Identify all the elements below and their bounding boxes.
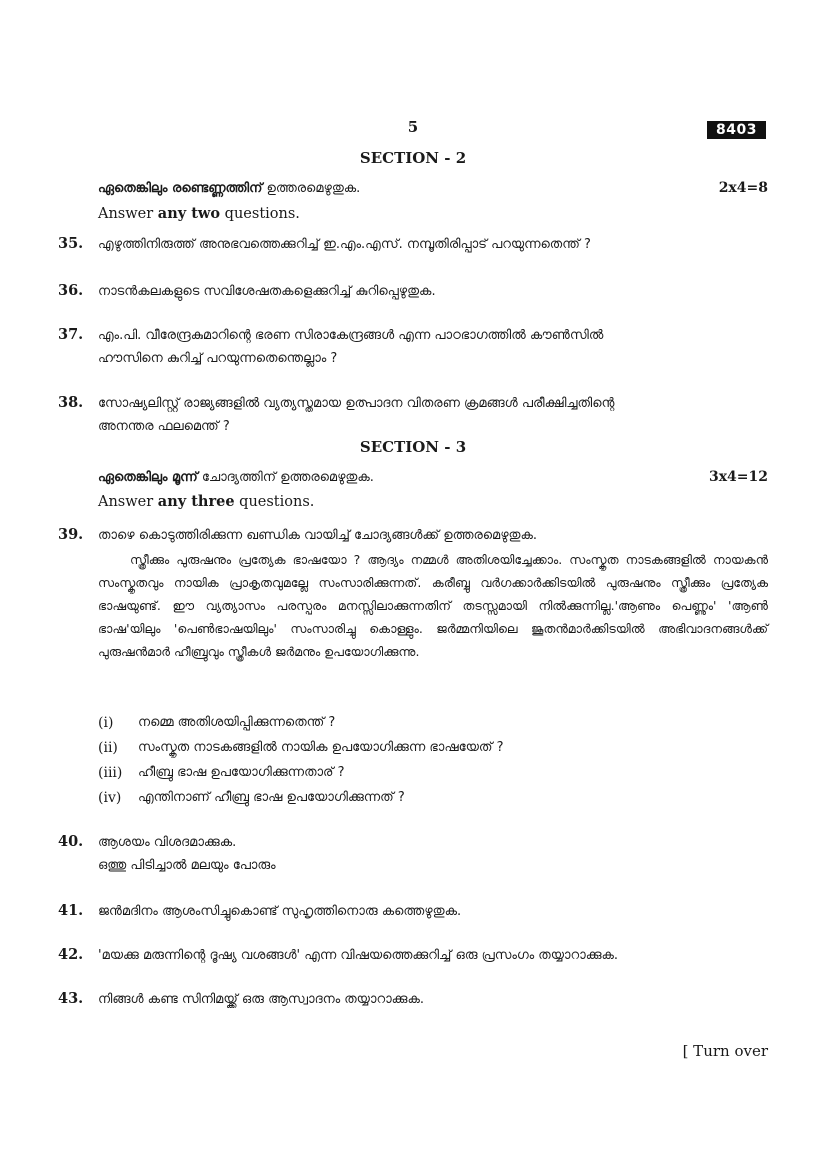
question-line: സോഷ്യലിസ്റ്റ് രാജ്യങ്ങളിൽ വ്യത്യസ്തമായ ഉത്പാദന വിതരണ ക്രമങ്ങൾ പരീക്ഷിച്ചതിന്റെ	[98, 396, 615, 411]
section-2-marks: 2x4=8	[718, 180, 768, 196]
question-text	[98, 944, 768, 967]
question-line: അനന്തര ഫലമെന്ത് ?	[98, 419, 230, 434]
instruction-en-bold: any two	[157, 205, 221, 222]
question-number: 40.	[58, 833, 84, 850]
instruction-ml-rest: ചോദ്യത്തിന് ഉത്തരമെഴുതുക.	[197, 470, 374, 485]
question-number: 41.	[58, 902, 84, 919]
sub-question-label: (iv)	[98, 790, 122, 806]
instruction-ml-bold: ഏതെങ്കിലും മൂന്ന്	[98, 470, 198, 485]
instruction-en-post: questions.	[234, 494, 315, 510]
sub-question-label: (i)	[98, 715, 114, 731]
question-line: ഹൗസിനെ കുറിച്ച് പറയുന്നതെന്തെല്ലാം ?	[98, 351, 338, 366]
sub-question-label: (iii)	[98, 765, 123, 781]
sub-question-text: നമ്മെ അതിശയിപ്പിക്കുന്നതെന്ത് ?	[138, 715, 336, 730]
sub-question-text: എന്തിനാണ് ഹീബ്രു ഭാഷ ഉപയോഗിക്കുന്നത് ?	[138, 790, 405, 805]
question-line: നാടൻകലകളുടെ സവിശേഷതകളെക്കുറിച്ച് കുറിപ്പെഴുതുക.	[98, 284, 436, 299]
sub-question-text: ഹീബ്രു ഭാഷ ഉപയോഗിക്കുന്നതാര് ?	[138, 765, 345, 780]
section-2-instruction	[98, 180, 768, 196]
page-number: 5	[407, 118, 419, 136]
question-line: എഴുത്തിനിരുത്ത് അനുഭവത്തെക്കുറിച്ച് ഇ.എം.എസ്. നമ്പൂതിരിപ്പാട് പറയുന്നതെന്ത് ?	[98, 237, 591, 252]
question-text	[98, 233, 768, 256]
section-3-marks: 3x4=12	[708, 469, 768, 485]
question-text	[98, 988, 768, 1011]
section-3-instruction-ml	[98, 470, 374, 485]
instruction-en-post: questions.	[220, 206, 300, 222]
question-number: 35.	[58, 235, 84, 252]
turn-over-note: [ Turn over	[682, 1042, 768, 1060]
question-text	[98, 324, 768, 370]
question-line: ജൻമദിനം ആശംസിച്ചുകൊണ്ട് സുഹൃത്തിനൊരു കത്തെഴുതുക.	[98, 904, 462, 919]
question-number: 36.	[58, 282, 84, 299]
question-text	[98, 280, 768, 303]
question-line: നിങ്ങൾ കണ്ട സിനിമയ്ക്ക് ഒരു ആസ്വാദനം തയ്യാറാക്കുക.	[98, 992, 425, 1007]
reading-passage: സ്ത്രീക്കും പുരുഷനും പ്രത്യേക ഭാഷയോ ? ആദ്യം നമ്മൾ അതിശയിച്ചേക്കാം. സംസ്കൃത നാടകങ്ങളിൽ നായകൻ സംസ്കൃതവും നായിക പ്രാകൃതവുമല്ലേ സംസാരിക്കുന്നത്. കരീബ്ബു വർഗക്കാർക്കിടയിൽ പുരുഷനും സ്ത്രീക്കും പ്രത്യേക ഭാഷയുണ്ട്. ഈ വ്യത്യാസം പരസ്പരം മനസ്സിലാക്കുന്നതിന് തടസ്സമായി നിൽക്കുന്നില്ല.'ആണും പെണ്ണും' 'ആൺ ഭാഷ'യിലും 'പെൺഭാഷയിലും' സംസാരിച്ചു കൊള്ളും. ജർമ്മനിയിലെ ജൂതൻമാർക്കിടയിൽ അഭിവാദനങ്ങൾക്ക് പുരുഷൻമാർ ഹീബ്രുവും സ്ത്രീകൾ ജർമനും ഉപയോഗിക്കുന്നു.	[98, 552, 768, 659]
question-line: 'മയക്കു മരുന്നിന്റെ ദൂഷ്യ വശങ്ങൾ' എന്ന വിഷയത്തെക്കുറിച്ച് ഒരു പ്രസംഗം തയ്യാറാക്കുക.	[98, 948, 619, 963]
question-number: 43.	[58, 990, 84, 1007]
question-number: 38.	[58, 394, 84, 411]
instruction-en-pre: Answer	[98, 206, 158, 222]
question-line: ആശയം വിശദമാക്കുക.	[98, 835, 237, 850]
question-text: താഴെ കൊടുത്തിരിക്കുന്ന ഖണ്ഡിക വായിച്ച് ചോദ്യങ്ങൾക്ക് ഉത്തരമെഴുതുക.	[98, 528, 538, 543]
instruction-ml-bold: ഏതെങ്കിലും രണ്ടെണ്ണത്തിന്	[98, 181, 263, 196]
section-2-instruction-ml	[98, 181, 360, 196]
section-2-instruction-en	[98, 205, 768, 222]
section-2-title: SECTION - 2	[359, 149, 467, 167]
sub-question-text: സംസ്കൃത നാടകങ്ങളിൽ നായിക ഉപയോഗിക്കുന്ന ഭാഷയേത് ?	[138, 740, 504, 755]
question-line: ഒത്തു പിടിച്ചാൽ മലയും പോരും	[98, 858, 276, 873]
sub-question-label: (ii)	[98, 740, 118, 756]
question-text	[98, 831, 768, 877]
section-3-instruction-en	[98, 493, 768, 510]
question-text	[98, 392, 768, 438]
question-number: 39.	[58, 526, 84, 543]
instruction-en-bold: any three	[157, 493, 235, 510]
instruction-ml-rest: ഉത്തരമെഴുതുക.	[262, 181, 361, 196]
question-number: 42.	[58, 946, 84, 963]
question-text	[98, 900, 768, 923]
paper-code-badge: 8403	[707, 121, 766, 139]
section-3-instruction	[98, 469, 768, 485]
question-number: 37.	[58, 326, 84, 343]
question-line: എം.പി. വീരേന്ദ്രകുമാറിന്റെ ഭരണ സിരാകേന്ദ്രങ്ങൾ എന്ന പാഠഭാഗത്തിൽ കൗൺസിൽ	[98, 328, 604, 343]
section-3-title: SECTION - 3	[359, 438, 467, 456]
instruction-en-pre: Answer	[98, 494, 158, 510]
